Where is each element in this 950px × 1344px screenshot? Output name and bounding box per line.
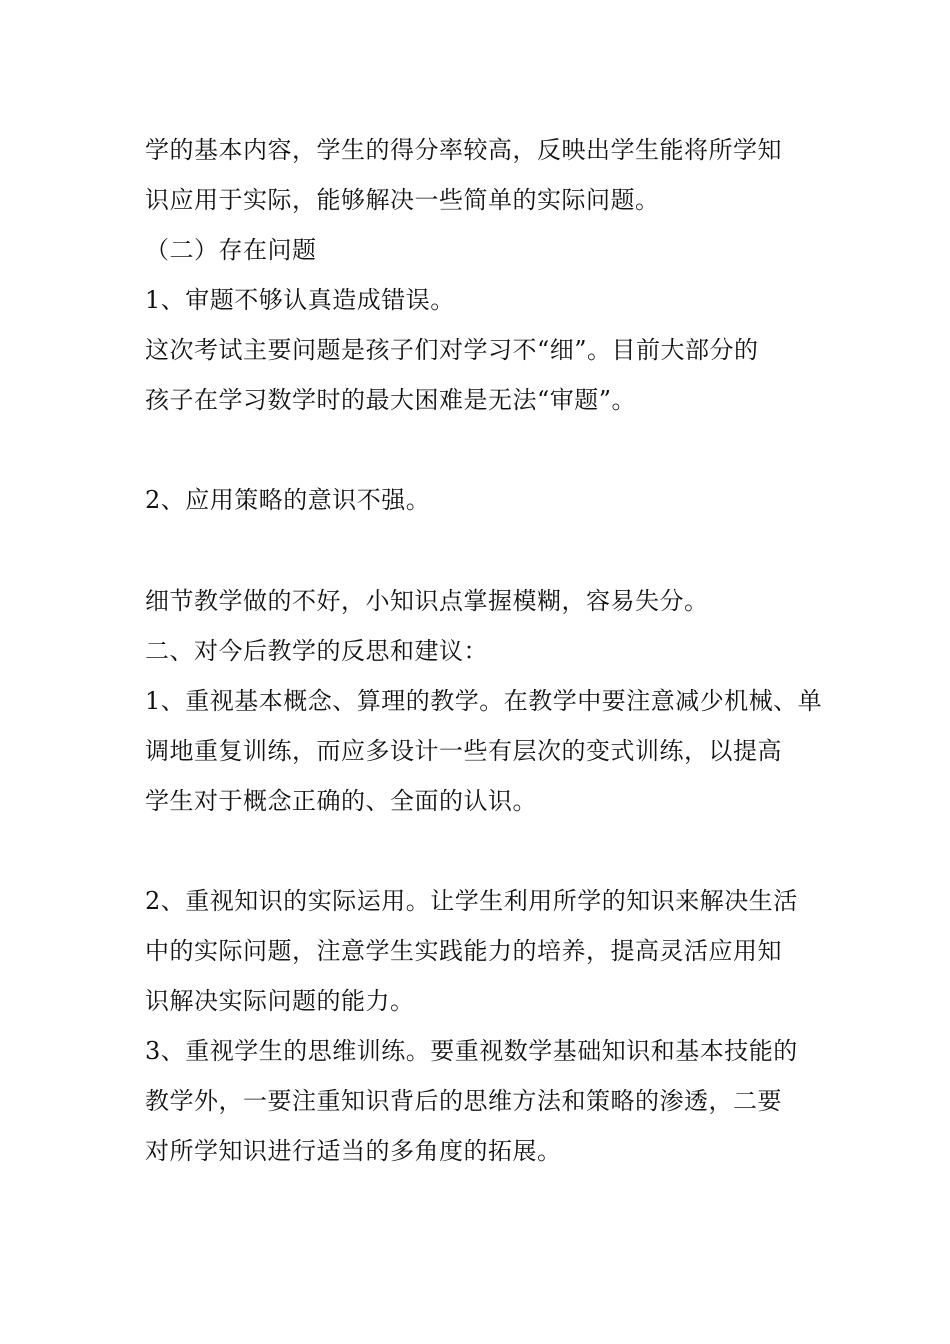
section-heading: （二）存在问题 — [145, 236, 317, 264]
text-line: 细节教学做的不好，小知识点掌握模糊，容易失分。 — [145, 587, 709, 615]
text-line: 孩子在学习数学时的最大困难是无法“审题”。 — [145, 386, 637, 414]
text-line: 2、重视知识的实际运用。让学生利用所学的知识来解决生活 — [145, 887, 798, 915]
section-heading: 二、对今后教学的反思和建议： — [145, 637, 488, 665]
list-item-heading: 1、审题不够认真造成错误。 — [145, 286, 455, 314]
text-line: 1、重视基本概念、算理的教学。在教学中要注意减少机械、单 — [145, 687, 823, 715]
text-line: 这次考试主要问题是孩子们对学习不“细”。目前大部分的 — [145, 336, 759, 364]
text-line: 识解决实际问题的能力。 — [145, 987, 415, 1015]
text-line: 调地重复训练，而应多设计一些有层次的变式训练，以提高 — [145, 737, 782, 765]
text-line: 教学外，一要注重知识背后的思维方法和策略的渗透，二要 — [145, 1087, 782, 1115]
text-line: 学的基本内容，学生的得分率较高，反映出学生能将所学知 — [145, 136, 782, 164]
text-line: 对所学知识进行适当的多角度的拓展。 — [145, 1137, 562, 1165]
list-item-heading: 2、应用策略的意识不强。 — [145, 486, 431, 514]
text-line: 3、重视学生的思维训练。要重视数学基础知识和基本技能的 — [145, 1037, 798, 1065]
text-line: 识应用于实际，能够解决一些简单的实际问题。 — [145, 186, 660, 214]
text-line: 中的实际问题，注意学生实践能力的培养，提高灵活应用知 — [145, 937, 782, 965]
text-line: 学生对于概念正确的、全面的认识。 — [145, 787, 537, 815]
